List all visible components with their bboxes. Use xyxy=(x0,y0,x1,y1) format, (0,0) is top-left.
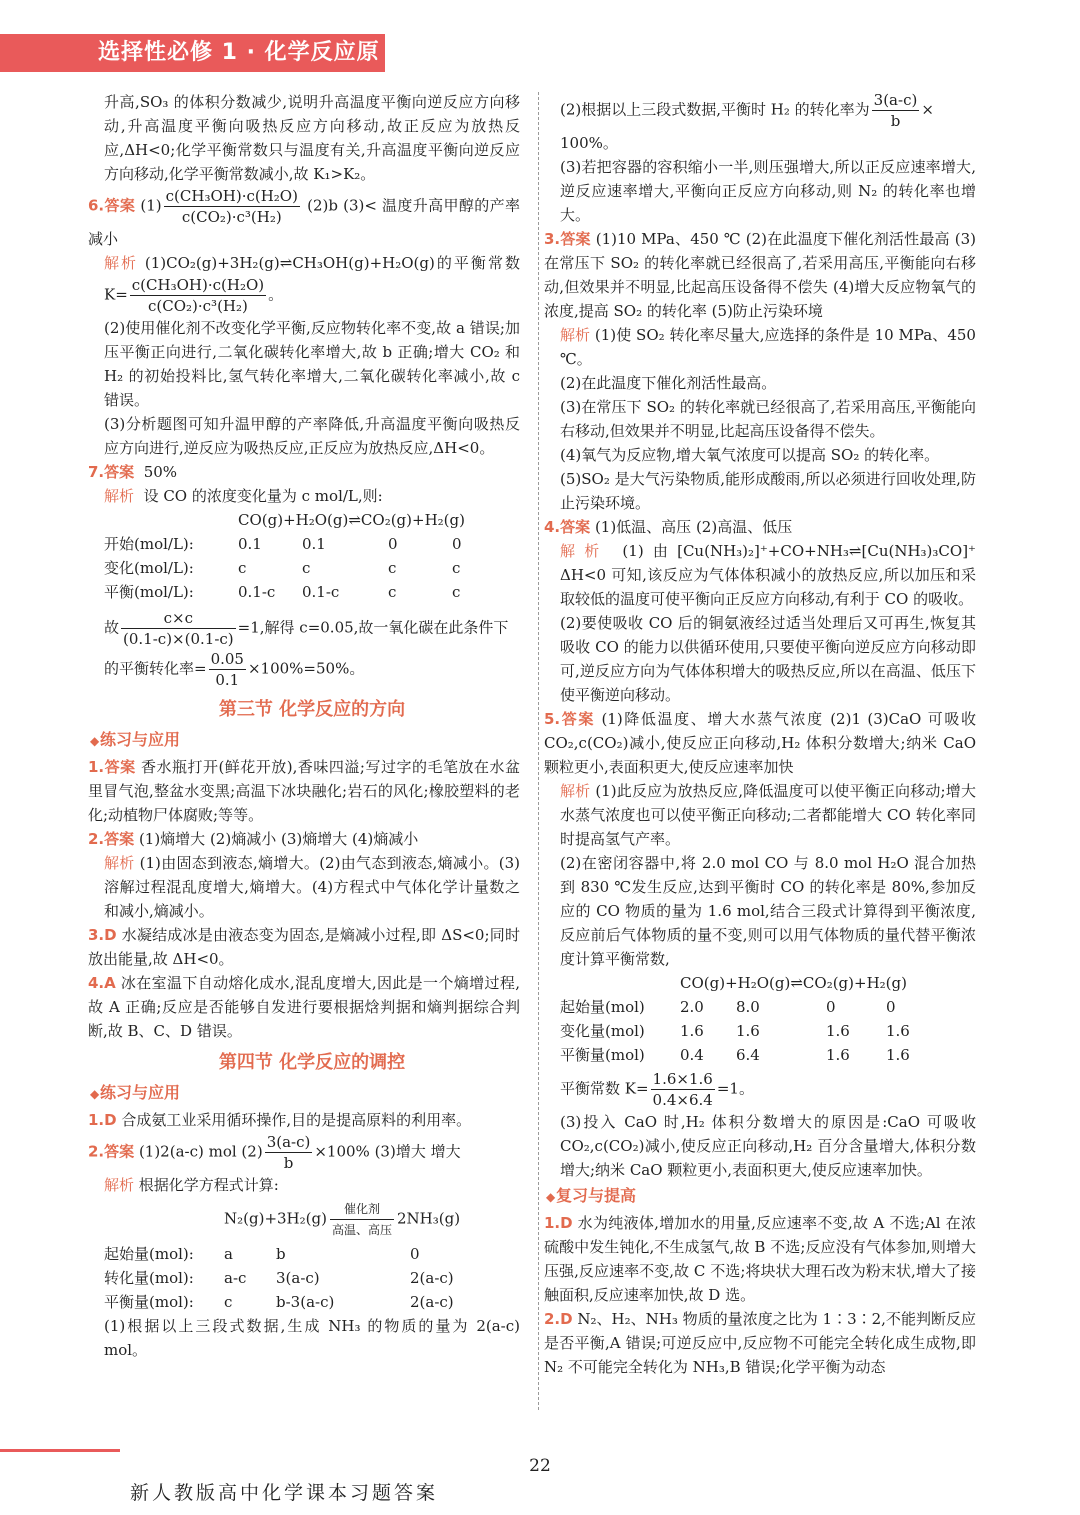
fraction-numerator: 3(a-c) xyxy=(266,1133,311,1151)
s4-question-2 xyxy=(88,1132,520,1173)
text: (2)根据以上三段式数据,平衡时 H₂ 的转化率为 xyxy=(560,100,870,119)
fraction xyxy=(872,90,920,131)
answer-text: ×100% (3)增大 增大 xyxy=(314,1142,461,1161)
table-cell: 0 xyxy=(388,535,398,553)
equation-left: N₂(g)+3H₂(g) xyxy=(224,1209,327,1228)
fraction-numerator: 0.05 xyxy=(210,650,244,668)
s4-question-1 xyxy=(88,1108,520,1132)
subsection-label: 练习与应用 xyxy=(100,1083,181,1102)
table-cell: 1.6 xyxy=(826,1046,850,1064)
table-cell: 起始量(mol): xyxy=(104,1245,194,1263)
reaction-condition xyxy=(330,1199,394,1240)
analysis-text: (2)要使吸收 CO 后的铜氨液经过适当处理后又可再生,恢复其吸收 CO 的能力以供循环使用,只要使平衡向逆反应方向移动即可,逆反应方向为气体体积增大的吸热反应,所以在高温、低压下使平衡逆向移动。 xyxy=(560,614,976,704)
table-cell: c xyxy=(388,559,397,577)
question-number: 3. xyxy=(544,230,561,248)
subsection-label: 复习与提高 xyxy=(556,1186,637,1205)
equilibrium-table xyxy=(560,995,976,1067)
question-number: 1.D xyxy=(88,1111,117,1129)
table-cell: 0 xyxy=(410,1245,420,1263)
question-number: 7. xyxy=(88,463,105,481)
answer-part: (1) xyxy=(140,196,162,215)
table-cell: 2.0 xyxy=(680,998,704,1016)
answer-text: 水为纯液体,增加水的用量,反应速率不变,故 A 不选;Al 在浓硫酸中发生钝化,不生成氢气,故 B 不选;反应没有气体参加,则增大压强,反应速率不变,故 C 不选;将块状大理石改为粉末状,增大了接触面积,反应速率加快,故 D 选。 xyxy=(544,1214,976,1304)
subsection-label: 练习与应用 xyxy=(100,730,181,749)
answer-tag: 答案 xyxy=(104,463,135,481)
section-title: 第三节 化学反应的方向 xyxy=(218,699,406,720)
question-number: 5. xyxy=(544,710,561,728)
table-cell: 0.1-c xyxy=(238,583,276,601)
fraction-numerator: 3(a-c) xyxy=(873,91,918,109)
table-cell: 2(a-c) xyxy=(410,1293,454,1311)
fraction-denominator: b xyxy=(283,1154,294,1172)
analysis-text: (1)使 SO₂ 转化率尽量大,应选择的条件是 10 MPa、450 ℃。 xyxy=(560,326,976,368)
table-cell: 3(a-c) xyxy=(276,1269,320,1287)
text: 平衡常数 K= xyxy=(560,1079,649,1098)
answer-text: (1)降低温度、增大水蒸气浓度 (2)1 (3)CaO 可吸收 CO₂,c(CO₂)减小,使反应正向移动,H₂ 体积分数增大;纳米 CaO 颗粒更小,表面积更大,使反应速率加快 xyxy=(544,710,976,776)
diamond-icon: ◆ xyxy=(546,1190,556,1204)
text: =1,解得 c=0.05,故一氧化碳在此条件下 xyxy=(237,618,509,637)
analysis-text: (1)由[Cu(NH₃)₂]⁺+CO+NH₃⇌[Cu(NH₃)₃CO]⁺ ΔH<0 可知,该反应为气体体积减小的放热反应,所以加压和采取较低的温度可使平衡向正反应方向移动,有利于 CO 的吸收。 xyxy=(560,542,976,608)
analysis-text: (2)使用催化剂不改变化学平衡,反应物转化率不变,故 a 错误;加压平衡正向进行,二氧化碳转化率增大,故 b 正确;增大 CO₂ 和 H₂ 的初始投料比,氢气转化率增大,二氧化碳转化率减小,故 c 错误。 xyxy=(104,319,520,409)
header-title: 选择性必修 1 · 化学反应原理 xyxy=(98,40,380,103)
answer-text: (1)熵增大 (2)熵减小 (3)熵增大 (4)熵减小 xyxy=(138,830,419,848)
question-number: 1.D xyxy=(544,1214,573,1232)
diamond-icon: ◆ xyxy=(90,1087,100,1101)
fraction-denominator: b xyxy=(890,112,901,130)
table-cell: 转化量(mol): xyxy=(104,1269,194,1287)
right-column xyxy=(544,90,976,1379)
fraction-denominator: 0.1 xyxy=(215,671,240,689)
ammonia-equation xyxy=(104,1199,520,1240)
analysis-text: 设 CO 的浓度变化量为 c mol/L,则: xyxy=(143,487,383,505)
question-number: 1. xyxy=(88,758,105,776)
analysis-text: (1)CO₂(g)+3H₂(g)⇌CH₃OH(g)+H₂O(g)的平衡常数 K= xyxy=(104,254,520,304)
answer-tag: 答案 xyxy=(560,518,591,536)
answer-text: 冰在室温下自动熔化成水,混乱度增大,因此是一个熵增过程,故 A 正确;反应是否能够自发进行要根据焓判据和熵判据综合判断,故 B、C、D 错误。 xyxy=(88,974,520,1040)
table-cell: 2(a-c) xyxy=(410,1269,454,1287)
s3-question-4 xyxy=(88,971,520,1043)
table-cell: 平衡(mol/L): xyxy=(104,583,194,601)
question-3 xyxy=(544,227,976,323)
answer-rest: (2)b (3)< 温度升高甲醇的产率减小 xyxy=(88,196,520,248)
analysis-tag: 解析 xyxy=(560,326,591,344)
answer-tag: 答案 xyxy=(104,830,135,848)
table-cell: 1.6 xyxy=(886,1046,910,1064)
table-cell: 变化(mol/L): xyxy=(104,559,194,577)
fraction xyxy=(121,608,236,649)
answer-tag: 答案 xyxy=(560,710,596,728)
catalyst-label: 催化剂 xyxy=(330,1199,394,1220)
answer-text: N₂、H₂、NH₃ 物质的量浓度之比为 1∶3∶2,不能判断反应是否平衡,A 错误;可逆反应中,反应物不可能完全转化成生成物,即 N₂ 不可能完全转化为 NH₃,B 错误;化学平衡为动态 xyxy=(544,1310,976,1376)
analysis-text: (1)由固态到液态,熵增大。(2)由气态到液态,熵减小。(3)溶解过程混乱度增大,熵增大。(4)方程式中气体化学计量数之和减小,熵减小。 xyxy=(104,854,520,920)
question-4 xyxy=(544,515,976,539)
fraction-denominator: c(CO₂)·c³(H₂) xyxy=(148,297,248,315)
subsection-title xyxy=(90,1081,520,1106)
punctuation: 。 xyxy=(268,285,284,304)
equation-right: 2NH₃(g) xyxy=(396,1209,461,1228)
fraction-denominator: c(CO₂)·c³(H₂) xyxy=(181,208,282,226)
analysis-tag: 解析 xyxy=(104,487,135,505)
table-cell: 0.4 xyxy=(680,1046,704,1064)
subsection-title xyxy=(546,1184,976,1209)
table-cell: 8.0 xyxy=(736,998,760,1016)
left-column xyxy=(88,90,520,1362)
fraction-numerator: c×c xyxy=(121,608,236,629)
table-cell: 0 xyxy=(826,998,836,1016)
table-cell: a xyxy=(224,1245,233,1263)
answer-tag: 答案 xyxy=(104,1142,135,1161)
question-7 xyxy=(88,460,520,690)
s3-question-2 xyxy=(88,827,520,851)
subsection-title xyxy=(90,728,520,753)
table-cell: b-3(a-c) xyxy=(276,1293,335,1311)
fraction-denominator: (0.1-c)×(0.1-c) xyxy=(123,630,234,648)
table-cell: b xyxy=(276,1245,286,1263)
table-cell: 1.6 xyxy=(826,1022,850,1040)
table-cell: 起始量(mol) xyxy=(560,998,645,1016)
table-cell: 0 xyxy=(886,998,896,1016)
analysis-text: (1)此反应为放热反应,降低温度可以使平衡正向移动;增大水蒸气浓度也可以使平衡正向移动;二者都能增大 CO 转化率同时提高氢气产率。 xyxy=(560,782,976,848)
column-divider xyxy=(538,92,539,1410)
answer-text: (1)2(a-c) mol (2) xyxy=(138,1142,263,1161)
question-5 xyxy=(544,707,976,779)
table-cell: c xyxy=(388,583,397,601)
question-number: 2.D xyxy=(544,1310,573,1328)
answer-text: (1)低温、高压 (2)高温、低压 xyxy=(594,518,793,536)
answer-text: 香水瓶打开(鲜花开放),香味四溢;写过字的毛笔放在水盆里冒气泡,整盆水变黑;高温下冰块融化;岩石的风化;橡胶塑料的老化;动植物尸体腐败;等等。 xyxy=(88,758,520,824)
s3-question-1 xyxy=(88,755,520,827)
analysis-text: 根据化学方程式计算: xyxy=(138,1176,279,1194)
table-cell: 开始(mol/L): xyxy=(104,535,194,553)
analysis-text: (2)在此温度下催化剂活性最高。 xyxy=(560,374,777,392)
header-banner xyxy=(0,34,385,103)
question-number: 4. xyxy=(544,518,561,536)
table-cell: 0 xyxy=(452,535,462,553)
fraction xyxy=(209,649,246,690)
analysis-text: (3)投入 CaO 时,H₂ 体积分数增大的原因是:CaO 可吸收 CO₂,c(CO₂)减小,使反应正向移动,H₂ 百分含量增大,体积分数增大;纳米 CaO 颗粒更小,表面积更大,使反应速率加快。 xyxy=(560,1113,976,1179)
analysis-text: (4)氧气为反应物,增大氧气浓度可以提高 SO₂ 的转化率。 xyxy=(560,446,940,464)
table-cell: 0.1-c xyxy=(302,583,340,601)
answer-tag: 答案 xyxy=(560,230,591,248)
s3-question-3 xyxy=(88,923,520,971)
analysis-tag: 解析 xyxy=(560,782,591,800)
question-number: 2. xyxy=(88,830,105,848)
table-cell: 0.1 xyxy=(302,535,326,553)
ammonia-table xyxy=(104,1242,520,1314)
answer-tag: 答案 xyxy=(104,196,136,215)
table-cell: 平衡量(mol): xyxy=(104,1293,194,1311)
analysis-tag: 解析 xyxy=(560,542,609,560)
text: (3)若把容器的容积缩小一半,则压强增大,所以正反应速率增大,逆反应速率增大,平衡向正反应方向移动,则 N₂ 的转化率也增大。 xyxy=(560,158,976,224)
condition-label: 高温、高压 xyxy=(331,1223,392,1237)
diamond-icon: ◆ xyxy=(90,734,100,748)
table-cell: c xyxy=(238,559,247,577)
answer-text: 50% xyxy=(143,463,178,481)
footer-accent-line xyxy=(0,1449,120,1452)
answer-text: (1)10 MPa、450 ℃ (2)在此温度下催化剂活性最高 (3)在常压下 SO₂ 的转化率就已经很高了,若采用高压,平衡能向右移动,但效果并不明显,比起高压设备得不偿失 (4)增大反应物氧气的浓度,提高 SO₂ 的转化率 (5)防止污染环境 xyxy=(544,230,976,320)
table-cell: 1.6 xyxy=(680,1022,704,1040)
table-cell: 1.6 xyxy=(736,1022,760,1040)
fraction-numerator: c(CH₃OH)·c(H₂O) xyxy=(165,187,298,205)
review-question-1 xyxy=(544,1211,976,1307)
analysis-text: (3)分析题图可知升温甲醇的产率降低,升高温度平衡向吸热反应方向进行,逆反应为吸热反应,正反应为放热反应,ΔH<0。 xyxy=(104,415,520,457)
table-cell: c xyxy=(224,1293,233,1311)
text: × xyxy=(921,100,934,119)
continued-paragraph: 升高,SO₃ 的体积分数减少,说明升高温度平衡向逆反应方向移动,升高温度平衡向吸热反应方向移动,故正反应为放热反应,ΔH<0;化学平衡常数只与温度有关,升高温度平衡向逆反应方向移动,化学平衡常数减小,故 K₁>K₂。 xyxy=(104,93,520,183)
analysis-tag: 解析 xyxy=(104,254,139,272)
answer-text: 合成氨工业采用循环操作,目的是提高原料的利用率。 xyxy=(121,1111,472,1129)
analysis-text: (5)SO₂ 是大气污染物质,能形成酸雨,所以必须进行回收处理,防止污染环境。 xyxy=(560,470,976,512)
fraction-numerator: c(CH₃OH)·c(H₂O) xyxy=(131,276,265,294)
section-title: 第四节 化学反应的调控 xyxy=(218,1052,406,1073)
analysis-tag: 解析 xyxy=(104,854,135,872)
analysis-text: (3)在常压下 SO₂ 的转化率就已经很高了,若采用高压,平衡能向右移动,但效果并不明显,比起高压设备得不偿失。 xyxy=(560,398,976,440)
fraction xyxy=(164,186,300,227)
page-number: 22 xyxy=(529,1456,551,1476)
equation: CO(g)+H₂O(g)⇌CO₂(g)+H₂(g) xyxy=(680,974,907,992)
answer-tag: 答案 xyxy=(104,758,136,776)
analysis-tag: 解析 xyxy=(104,1176,135,1194)
question-number: 3.D xyxy=(88,926,117,944)
analysis-text: (2)在密闭容器中,将 2.0 mol CO 与 8.0 mol H₂O 混合加热到 830 ℃发生反应,达到平衡时 CO 的转化率是 80%,参加反应的 CO 物质的量为 1.6 mol,结合三段式计算得到平衡浓度,反应前后气体物质的量不变,则可以用气体物质的量代替平衡浓度计算平衡常数, xyxy=(560,854,976,968)
question-number: 6. xyxy=(88,196,105,215)
question-6 xyxy=(88,186,520,460)
table-cell: 变化量(mol) xyxy=(560,1022,645,1040)
answer-text: 水凝结成冰是由液态变为固态,是熵减小过程,即 ΔS<0;同时放出能量,故 ΔH<0。 xyxy=(88,926,520,968)
text: =1。 xyxy=(716,1079,754,1098)
fraction xyxy=(265,1132,313,1173)
table-cell: c xyxy=(452,559,461,577)
question-number: 4.A xyxy=(88,974,116,992)
fraction xyxy=(130,275,266,316)
fraction xyxy=(651,1069,715,1110)
table-cell: 1.6 xyxy=(886,1022,910,1040)
text: 故 xyxy=(104,618,120,637)
analysis-text: (1)根据以上三段式数据,生成 NH₃ 的物质的量为 2(a-c) mol。 xyxy=(104,1317,520,1359)
review-question-2 xyxy=(544,1307,976,1379)
book-title: 新人教版高中化学课本习题答案 xyxy=(130,1482,439,1504)
text: ×100%=50%。 xyxy=(247,659,365,678)
fraction-denominator: 0.4×6.4 xyxy=(652,1091,713,1109)
table-cell: c xyxy=(452,583,461,601)
text: 的平衡转化率= xyxy=(104,659,207,678)
fraction-numerator: 1.6×1.6 xyxy=(652,1070,713,1088)
equilibrium-table xyxy=(104,532,520,604)
table-cell: 平衡量(mol) xyxy=(560,1046,645,1064)
table-cell: 0.1 xyxy=(238,535,262,553)
table-cell: a-c xyxy=(224,1269,247,1287)
table-cell: 6.4 xyxy=(736,1046,760,1064)
equation: CO(g)+H₂O(g)⇌CO₂(g)+H₂(g) xyxy=(238,511,465,529)
text: 100%。 xyxy=(560,134,618,152)
question-number: 2. xyxy=(88,1142,105,1161)
table-cell: c xyxy=(302,559,311,577)
